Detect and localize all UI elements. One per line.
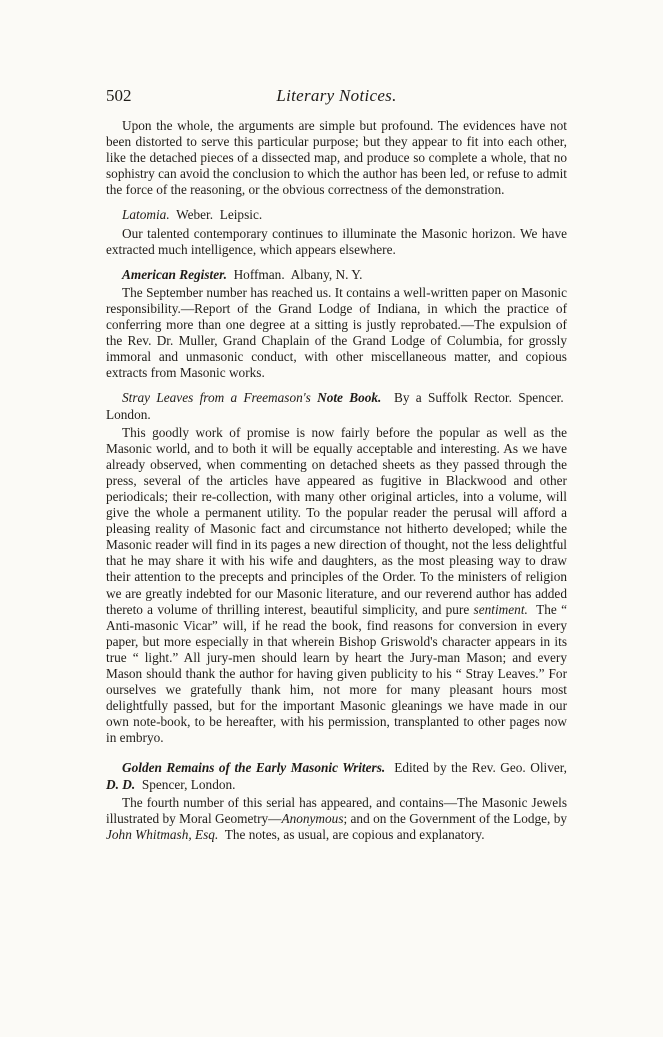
entry-place: Leipsic. <box>219 207 263 223</box>
entry-body-stray-leaves <box>106 425 567 747</box>
page-body <box>106 118 567 843</box>
entry-title: American Register. <box>122 266 227 282</box>
body-italic-run: sentiment. <box>473 601 528 617</box>
body-italic-run: Anonymous <box>281 810 344 826</box>
entry-publisher: Weber. <box>176 207 214 223</box>
entry-title: Latomia. <box>122 207 170 223</box>
entry-author: By a Suffolk Rector. <box>393 390 512 406</box>
body-text-run: The fourth number of this serial has appeared, and contains—The Masonic Jewels illustrated by Moral Geometry— <box>106 794 567 826</box>
intro-paragraph: Upon the whole, the arguments are simple but profound. The evidences have not been distorted to serve this particular purpose; but they appear to fit into each other, like the detached pieces of a dissected map, and produce so complete a whole, that no sophistry can avoid the conclusion to which the author has been led, or refuse to admit the force of the reasoning, or the obvious correctness of the demonstration. <box>106 118 567 198</box>
entry-place: Albany, N. Y. <box>290 266 363 282</box>
body-text-run: The “ Anti-masonic Vicar” will, if he read the book, find reasons for conversion in every paper, but more especially in that wherein Bishop Griswold's character appears in its true “ light.” All jury-men should learn by heart the Jury-man Mason; and every Mason should thank the author for having given publicity to his “ Stray Leaves.” For ourselves we gratefully thank him, not more for many pleasant hours most delightfully passed, but for the important Masonic gleanings we have made in our own note-book, to be hereafter, with his permission, transplanted to other pages now in embryo. <box>106 601 568 746</box>
entry-title: Golden Remains of the Early Masonic Writers. <box>122 760 386 776</box>
body-text-run: This goodly work of promise is now fairly before the popular as well as the Masonic world, and to both it will be equally acceptable and interesting. As we have already observed, when commenting on detached sheets as they passed through the press, several of the articles have appeared as fugitive in Blackwood and other periodicals; their re-collection, with many other original articles, into a volume, will give the whole a permanent utility. To the popular reader the perusal will afford a pleasing reality of Masonic fact and circumstance not hitherto developed; while the Masonic reader will find in its pages a new direction of thought, not the less delightful that he may share it with his wife and daughters, as the most pleasing way to draw their attention to the precepts and principles of the Order. To the ministers of religion we are greatly indebted for our Masonic literature, and our reverend author has added thereto a volume of thrilling interest, beautiful simplicity, and pure <box>106 424 567 617</box>
entry-editor-degree: D. D. <box>106 776 136 792</box>
entry-heading-american-register <box>106 267 567 283</box>
entry-title-part2: Note Book. <box>317 390 382 406</box>
body-text-run: The notes, as usual, are copious and explanatory. <box>224 826 485 842</box>
entry-body-latomia: Our talented contemporary continues to illuminate the Masonic horizon. We have extracted much intelligence, which appears elsewhere. <box>106 225 567 257</box>
running-head <box>106 86 567 110</box>
entry-body-golden-remains <box>106 795 567 843</box>
entry-heading-stray-leaves <box>106 390 567 422</box>
running-title: Literary Notices. <box>276 86 397 105</box>
body-text-run: ; and on the Government of the Lodge, by <box>343 810 568 826</box>
entry-publisher: Hoffman. <box>233 266 285 282</box>
entry-title-part1: Stray Leaves from a Freemason's <box>122 390 311 406</box>
entry-heading-latomia <box>106 207 567 223</box>
entry-publisher: Spencer. <box>518 390 564 406</box>
entry-body-american-register: The September number has reached us. It contains a well-written paper on Masonic responsibility.—Report of the Grand Lodge of Indiana, in which the practice of conferring more than one degree at a sitting is justly reprobated.—The expulsion of the Rev. Dr. Muller, Grand Chaplain of the Grand Lodge of Columbia, for grossly immoral and unmasonic conduct, with other miscellaneous matter, and copious extracts from Masonic works. <box>106 284 567 381</box>
entry-publisher: Spencer, London. <box>141 776 236 792</box>
body-italic-run: John Whitmash, Esq. <box>106 826 219 842</box>
entry-editor: Edited by the Rev. Geo. Oliver, <box>394 760 567 776</box>
entry-place: London. <box>106 406 151 422</box>
page-number: 502 <box>106 86 132 105</box>
entry-heading-golden-remains <box>106 760 567 792</box>
